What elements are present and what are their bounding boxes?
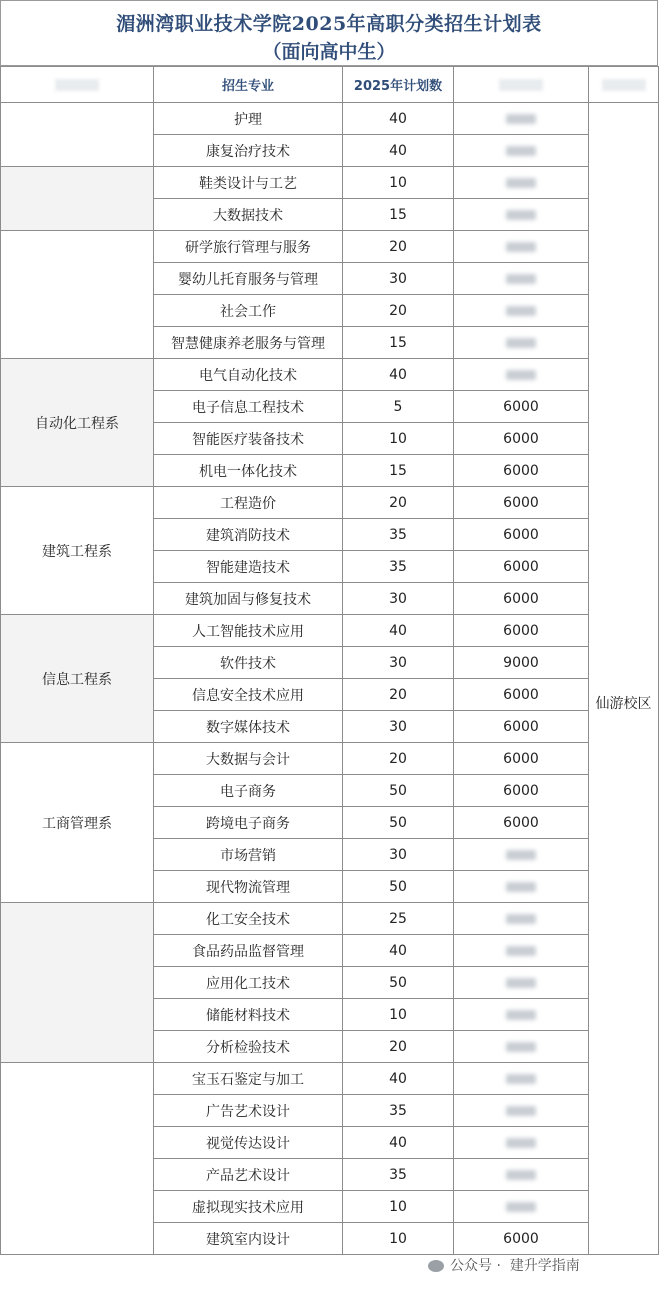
major-cell: 康复治疗技术 xyxy=(154,135,343,167)
major-cell: 大数据技术 xyxy=(154,199,343,231)
redacted-value xyxy=(506,370,536,380)
tuition-cell xyxy=(454,1191,589,1223)
wechat-icon xyxy=(428,1260,444,1272)
major-cell: 鞋类设计与工艺 xyxy=(154,167,343,199)
tuition-cell xyxy=(454,903,589,935)
tuition-cell: 6000 xyxy=(454,519,589,551)
tuition-cell xyxy=(454,967,589,999)
redacted-value xyxy=(506,178,536,188)
table-row xyxy=(1,167,659,199)
major-cell: 智能建造技术 xyxy=(154,551,343,583)
plan-count-cell: 35 xyxy=(343,1159,454,1191)
tuition-cell: 6000 xyxy=(454,583,589,615)
redacted-value xyxy=(506,146,536,156)
header-campus-cell xyxy=(589,67,659,103)
plan-count-cell: 40 xyxy=(343,103,454,135)
major-cell: 建筑加固与修复技术 xyxy=(154,583,343,615)
major-cell: 视觉传达设计 xyxy=(154,1127,343,1159)
department-cell xyxy=(1,231,154,359)
tuition-cell xyxy=(454,839,589,871)
plan-count-cell: 20 xyxy=(343,487,454,519)
table-row xyxy=(1,487,659,519)
major-cell: 宝玉石鉴定与加工 xyxy=(154,1063,343,1095)
major-cell: 市场营销 xyxy=(154,839,343,871)
tuition-cell: 6000 xyxy=(454,615,589,647)
plan-count-cell: 10 xyxy=(343,167,454,199)
plan-count-cell: 20 xyxy=(343,743,454,775)
plan-count-cell: 40 xyxy=(343,135,454,167)
department-cell xyxy=(1,103,154,167)
major-cell: 应用化工技术 xyxy=(154,967,343,999)
tuition-cell xyxy=(454,1159,589,1191)
department-cell: 信息工程系 xyxy=(1,615,154,743)
plan-count-cell: 20 xyxy=(343,1031,454,1063)
plan-count-cell: 35 xyxy=(343,519,454,551)
redacted-value xyxy=(506,946,536,956)
table-row xyxy=(1,615,659,647)
tuition-cell: 6000 xyxy=(454,391,589,423)
tuition-cell xyxy=(454,199,589,231)
major-cell: 分析检验技术 xyxy=(154,1031,343,1063)
tuition-cell xyxy=(454,935,589,967)
table-row xyxy=(1,359,659,391)
department-cell: 工商管理系 xyxy=(1,743,154,903)
redacted-value xyxy=(506,306,536,316)
tuition-cell xyxy=(454,871,589,903)
plan-count-cell: 40 xyxy=(343,935,454,967)
campus-cell xyxy=(589,103,659,1255)
major-cell: 虚拟现实技术应用 xyxy=(154,1191,343,1223)
tuition-cell xyxy=(454,135,589,167)
major-cell: 数字媒体技术 xyxy=(154,711,343,743)
tuition-cell: 6000 xyxy=(454,743,589,775)
department-cell xyxy=(1,1063,154,1255)
header-plan: 2025年计划数 xyxy=(343,67,454,103)
plan-count-cell: 30 xyxy=(343,711,454,743)
redacted-value xyxy=(506,882,536,892)
table-row xyxy=(1,743,659,775)
plan-count-cell: 30 xyxy=(343,583,454,615)
redacted-value xyxy=(506,850,536,860)
major-cell: 大数据与会计 xyxy=(154,743,343,775)
redacted-value xyxy=(506,914,536,924)
title-line-1: 湄洲湾职业技术学院2025年高职分类招生计划表 xyxy=(116,13,542,35)
enrollment-plan-table xyxy=(0,66,659,1255)
major-cell: 护理 xyxy=(154,103,343,135)
major-cell: 产品艺术设计 xyxy=(154,1159,343,1191)
redacted-value xyxy=(506,1042,536,1052)
plan-count-cell: 25 xyxy=(343,903,454,935)
redacted-value xyxy=(506,242,536,252)
major-cell: 化工安全技术 xyxy=(154,903,343,935)
watermark: 公众号 · 建升学指南 xyxy=(424,1255,584,1275)
plan-count-cell: 10 xyxy=(343,999,454,1031)
major-cell: 储能材料技术 xyxy=(154,999,343,1031)
watermark-left: 公众号 xyxy=(450,1258,492,1274)
major-cell: 智能医疗装备技术 xyxy=(154,423,343,455)
plan-count-cell: 50 xyxy=(343,967,454,999)
table-row xyxy=(1,103,659,135)
table-title xyxy=(0,0,658,66)
tuition-cell xyxy=(454,999,589,1031)
table-row xyxy=(1,231,659,263)
plan-count-cell: 10 xyxy=(343,423,454,455)
department-cell xyxy=(1,903,154,1063)
tuition-cell: 6000 xyxy=(454,487,589,519)
redacted-value xyxy=(506,1138,536,1148)
title-line-2: （面向高中生） xyxy=(262,41,396,63)
plan-count-cell: 15 xyxy=(343,199,454,231)
plan-count-cell: 10 xyxy=(343,1223,454,1255)
tuition-cell xyxy=(454,1063,589,1095)
tuition-cell xyxy=(454,359,589,391)
plan-count-cell: 50 xyxy=(343,807,454,839)
major-cell: 婴幼儿托育服务与管理 xyxy=(154,263,343,295)
major-cell: 跨境电子商务 xyxy=(154,807,343,839)
plan-count-cell: 35 xyxy=(343,1095,454,1127)
plan-count-cell: 50 xyxy=(343,871,454,903)
major-cell: 电子商务 xyxy=(154,775,343,807)
plan-count-cell: 40 xyxy=(343,1063,454,1095)
plan-count-cell: 20 xyxy=(343,231,454,263)
tuition-cell: 6000 xyxy=(454,807,589,839)
redacted-value xyxy=(506,114,536,124)
department-cell xyxy=(1,167,154,231)
tuition-cell: 6000 xyxy=(454,455,589,487)
major-cell: 智慧健康养老服务与管理 xyxy=(154,327,343,359)
plan-count-cell: 10 xyxy=(343,1191,454,1223)
plan-count-cell: 15 xyxy=(343,327,454,359)
major-cell: 软件技术 xyxy=(154,647,343,679)
department-cell: 建筑工程系 xyxy=(1,487,154,615)
redacted-value xyxy=(506,1202,536,1212)
redacted-value xyxy=(506,978,536,988)
tuition-cell xyxy=(454,1127,589,1159)
tuition-cell: 6000 xyxy=(454,679,589,711)
table-body xyxy=(1,103,659,1255)
major-cell: 建筑消防技术 xyxy=(154,519,343,551)
plan-count-cell: 50 xyxy=(343,775,454,807)
redacted-value xyxy=(506,210,536,220)
table-header-row xyxy=(1,67,659,103)
tuition-cell xyxy=(454,103,589,135)
plan-count-cell: 30 xyxy=(343,839,454,871)
major-cell: 电气自动化技术 xyxy=(154,359,343,391)
watermark-right: 建升学指南 xyxy=(509,1258,580,1274)
major-cell: 人工智能技术应用 xyxy=(154,615,343,647)
plan-count-cell: 20 xyxy=(343,295,454,327)
plan-count-cell: 40 xyxy=(343,615,454,647)
redacted-value xyxy=(506,338,536,348)
tuition-cell: 9000 xyxy=(454,647,589,679)
redacted-value xyxy=(506,1106,536,1116)
major-cell: 现代物流管理 xyxy=(154,871,343,903)
plan-count-cell: 30 xyxy=(343,263,454,295)
tuition-cell xyxy=(454,167,589,199)
redacted-value xyxy=(506,1074,536,1084)
tuition-cell xyxy=(454,327,589,359)
major-cell: 研学旅行管理与服务 xyxy=(154,231,343,263)
tuition-cell: 6000 xyxy=(454,775,589,807)
redacted-value xyxy=(506,1170,536,1180)
plan-count-cell: 40 xyxy=(343,359,454,391)
plan-count-cell: 20 xyxy=(343,679,454,711)
major-cell: 电子信息工程技术 xyxy=(154,391,343,423)
major-cell: 社会工作 xyxy=(154,295,343,327)
plan-count-cell: 35 xyxy=(343,551,454,583)
table-row xyxy=(1,1063,659,1095)
department-cell: 自动化工程系 xyxy=(1,359,154,487)
header-dept-cell xyxy=(1,67,154,103)
major-cell: 广告艺术设计 xyxy=(154,1095,343,1127)
tuition-cell xyxy=(454,295,589,327)
major-cell: 食品药品监督管理 xyxy=(154,935,343,967)
plan-count-cell: 40 xyxy=(343,1127,454,1159)
table-row xyxy=(1,903,659,935)
tuition-cell xyxy=(454,263,589,295)
tuition-cell xyxy=(454,231,589,263)
major-cell: 建筑室内设计 xyxy=(154,1223,343,1255)
tuition-cell: 6000 xyxy=(454,1223,589,1255)
tuition-cell: 6000 xyxy=(454,551,589,583)
plan-count-cell: 30 xyxy=(343,647,454,679)
header-major: 招生专业 xyxy=(154,67,343,103)
major-cell: 工程造价 xyxy=(154,487,343,519)
tuition-cell xyxy=(454,1031,589,1063)
tuition-cell: 6000 xyxy=(454,711,589,743)
major-cell: 机电一体化技术 xyxy=(154,455,343,487)
plan-count-cell: 5 xyxy=(343,391,454,423)
tuition-cell: 6000 xyxy=(454,423,589,455)
tuition-cell xyxy=(454,1095,589,1127)
campus-label: 仙游校区 xyxy=(595,696,652,712)
redacted-value xyxy=(506,1010,536,1020)
redacted-value xyxy=(506,274,536,284)
header-fee-cell xyxy=(454,67,589,103)
major-cell: 信息安全技术应用 xyxy=(154,679,343,711)
plan-count-cell: 15 xyxy=(343,455,454,487)
